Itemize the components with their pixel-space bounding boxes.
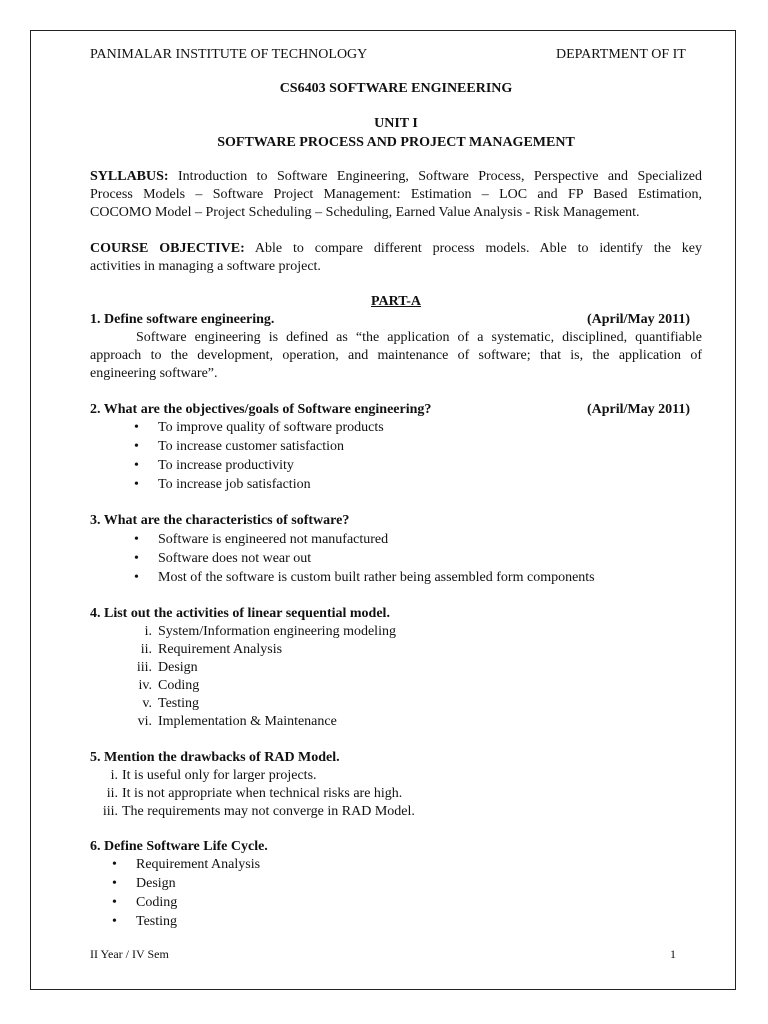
bullet-icon: • bbox=[112, 914, 117, 929]
question-3-title: 3. What are the characteristics of software? bbox=[90, 513, 350, 528]
list-numeral: iii. bbox=[136, 660, 152, 675]
question-2-date: (April/May 2011) bbox=[587, 402, 691, 417]
unit-title: SOFTWARE PROCESS AND PROJECT MANAGEMENT bbox=[217, 135, 575, 150]
answer-1-line-2: approach to the development, operation, and maintenance of software; that is, the application of bbox=[90, 348, 702, 363]
course-title: CS6403 SOFTWARE ENGINEERING bbox=[279, 81, 513, 96]
bullet-icon: • bbox=[134, 532, 139, 547]
list-item: To increase productivity bbox=[158, 458, 294, 473]
page-number: 1 bbox=[670, 947, 676, 961]
list-numeral: i. bbox=[110, 768, 118, 783]
list-item: It is useful only for larger projects. bbox=[122, 768, 317, 783]
list-item: Requirement Analysis bbox=[136, 857, 261, 872]
objective-label: COURSE OBJECTIVE: bbox=[90, 241, 245, 256]
list-item: System/Information engineering modeling bbox=[158, 624, 396, 639]
question-5-title: 5. Mention the drawbacks of RAD Model. bbox=[90, 750, 340, 765]
syllabus-line-1: SYLLABUS: Introduction to Software Engineering, Software Process, Perspective and Specialized bbox=[90, 169, 702, 184]
list-item: It is not appropriate when technical risks are high. bbox=[122, 786, 403, 801]
list-item: Software does not wear out bbox=[158, 551, 312, 566]
list-item: Testing bbox=[158, 696, 200, 711]
answer-1-line-3: engineering software”. bbox=[90, 366, 218, 381]
list-item: The requirements may not converge in RAD Model. bbox=[122, 804, 415, 819]
bullet-icon: • bbox=[112, 895, 117, 910]
list-item: Coding bbox=[158, 678, 200, 693]
question-6-title: 6. Define Software Life Cycle. bbox=[90, 839, 268, 854]
institute-name: PANIMALAR INSTITUTE OF TECHNOLOGY bbox=[90, 47, 368, 62]
footer-year-semester: II Year / IV Sem bbox=[90, 947, 169, 961]
objective-line-2: activities in managing a software project. bbox=[90, 259, 321, 274]
list-item: Implementation & Maintenance bbox=[158, 714, 337, 729]
answer-1-line-1: Software engineering is defined as “the application of a systematic, disciplined, quantifiable bbox=[136, 330, 702, 345]
list-item: To increase job satisfaction bbox=[158, 477, 311, 492]
list-numeral: i. bbox=[144, 624, 152, 639]
unit-number: UNIT I bbox=[374, 116, 418, 131]
bullet-icon: • bbox=[134, 477, 139, 492]
objective-line-1: COURSE OBJECTIVE: Able to compare different process models. Able to identify the key bbox=[90, 241, 703, 256]
question-1-title: 1. Define software engineering. bbox=[90, 312, 275, 327]
list-numeral: iii. bbox=[102, 804, 118, 819]
question-1-date: (April/May 2011) bbox=[587, 312, 691, 327]
bullet-icon: • bbox=[112, 876, 117, 891]
bullet-icon: • bbox=[112, 857, 117, 872]
bullet-icon: • bbox=[134, 420, 139, 435]
list-item: To improve quality of software products bbox=[158, 420, 384, 435]
department-name: DEPARTMENT OF IT bbox=[556, 47, 686, 62]
list-numeral: ii. bbox=[106, 786, 118, 801]
list-item: Design bbox=[136, 876, 176, 891]
list-numeral: ii. bbox=[140, 642, 152, 657]
list-item: Software is engineered not manufactured bbox=[158, 532, 389, 547]
syllabus-label: SYLLABUS: bbox=[90, 169, 169, 184]
syllabus-line-2: Process Models – Software Project Management: Estimation – LOC and FP Based Estimation, bbox=[90, 187, 702, 202]
bullet-icon: • bbox=[134, 551, 139, 566]
question-4-title: 4. List out the activities of linear sequential model. bbox=[90, 606, 390, 621]
list-item: To increase customer satisfaction bbox=[158, 439, 345, 454]
list-item: Testing bbox=[136, 914, 178, 929]
bullet-icon: • bbox=[134, 458, 139, 473]
question-2-title: 2. What are the objectives/goals of Software engineering? bbox=[90, 402, 432, 417]
list-numeral: vi. bbox=[137, 714, 152, 729]
list-item: Coding bbox=[136, 895, 178, 910]
part-a-heading: PART-A bbox=[370, 294, 422, 309]
list-item: Requirement Analysis bbox=[158, 642, 283, 657]
bullet-icon: • bbox=[134, 570, 139, 585]
list-item: Most of the software is custom built rather being assembled form components bbox=[158, 570, 595, 585]
list-numeral: iv. bbox=[138, 678, 152, 693]
list-item: Design bbox=[158, 660, 198, 675]
list-numeral: v. bbox=[142, 696, 152, 711]
bullet-icon: • bbox=[134, 439, 139, 454]
syllabus-line-3: COCOMO Model – Project Scheduling – Scheduling, Earned Value Analysis - Risk Management. bbox=[90, 205, 640, 220]
